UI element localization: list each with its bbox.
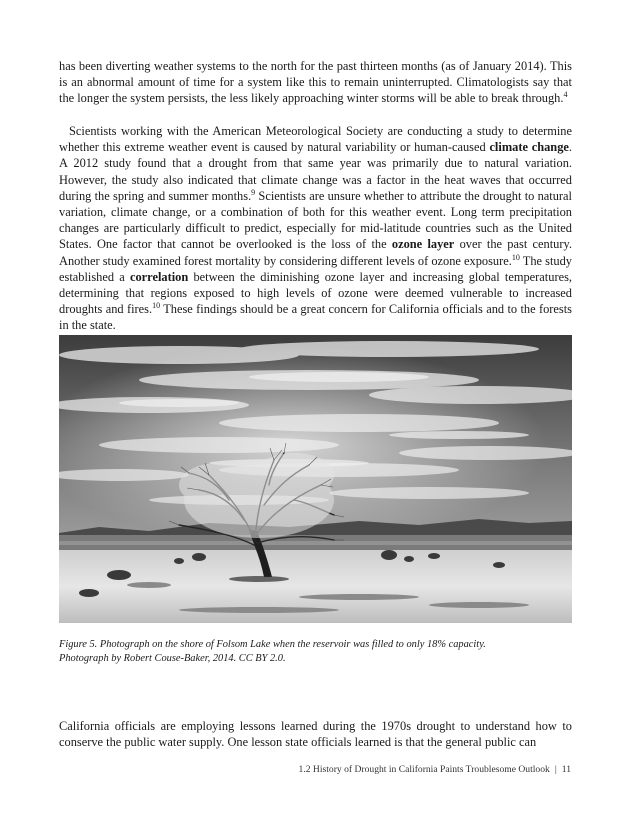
page-footer <box>299 764 571 775</box>
running-footer-title: 1.2 History of Drought in California Paints Troublesome Outlook <box>298 764 550 775</box>
body-paragraph-1 <box>59 58 572 107</box>
body-paragraph-2 <box>59 123 572 334</box>
figure-caption <box>59 638 572 666</box>
paragraph-text: Scientists working with the American Meteorological Society are conducting a study to determine whether this extreme weather event is caused by natural variability or human-caused <box>59 124 572 155</box>
paragraph-text: Scientists are unsure whether to attribute the drought to natural variation, climate change, or a combination of both for this weather event. Long term precipitation changes are particularly difficult to predict, especially for mid-latitude countries such as the United States. One factor that cannot be overlooked is the loss of the <box>59 188 572 252</box>
figure-caption-line-2: Photograph by Robert Couse-Baker, 2014. CC BY 2.0. <box>59 653 286 664</box>
paragraph-text: . A 2012 study found that a drought from that same year was primarily due to natural variation. However, the study also indicated that climate change was a factor in the heat waves that occurred during the spring and summer months. <box>59 140 573 203</box>
paragraph-text: These findings should be a great concern for California officials and to the forests in the state. <box>59 302 572 333</box>
page-number: 11 <box>561 764 571 775</box>
footer-separator: | <box>554 764 557 775</box>
body-paragraph-3 <box>59 718 572 750</box>
folsom-lake-photograph <box>59 335 572 623</box>
paragraph-text: California officials are employing lessons learned during the 1970s drought to understand how to conserve the public water supply. One lesson state officials learned is that the general public can <box>59 719 572 750</box>
glossary-term-ozone-layer: ozone layer <box>391 237 455 252</box>
glossary-term-climate-change: climate change <box>489 140 569 155</box>
figure-caption-line-1: Figure 5. Photograph on the shore of Folsom Lake when the reservoir was filled to only 18% capacity. <box>59 639 486 650</box>
footnote-reference[interactable]: 10 <box>511 252 520 262</box>
paragraph-text: over the past century. Another study examined forest mortality by considering different levels of ozone exposure. <box>59 237 572 268</box>
footnote-reference[interactable]: 10 <box>152 301 161 311</box>
footnote-reference[interactable]: 9 <box>251 187 256 197</box>
paragraph-text: The study established a <box>59 253 572 284</box>
footnote-reference[interactable]: 4 <box>563 90 568 100</box>
glossary-term-correlation: correlation <box>129 269 189 284</box>
paragraph-text: has been diverting weather systems to the north for the past thirteen months (as of January 2014). This is an abnormal amount of time for a system like this to remain uninterrupted. Climatologists say that the longer the system persists, the less likely approaching winter storms will be able to break through. <box>59 59 572 106</box>
paragraph-text: between the diminishing ozone layer and increasing global temperatures, determining that regions exposed to high levels of ozone were deemed vulnerable to increased droughts and fires. <box>59 269 572 317</box>
